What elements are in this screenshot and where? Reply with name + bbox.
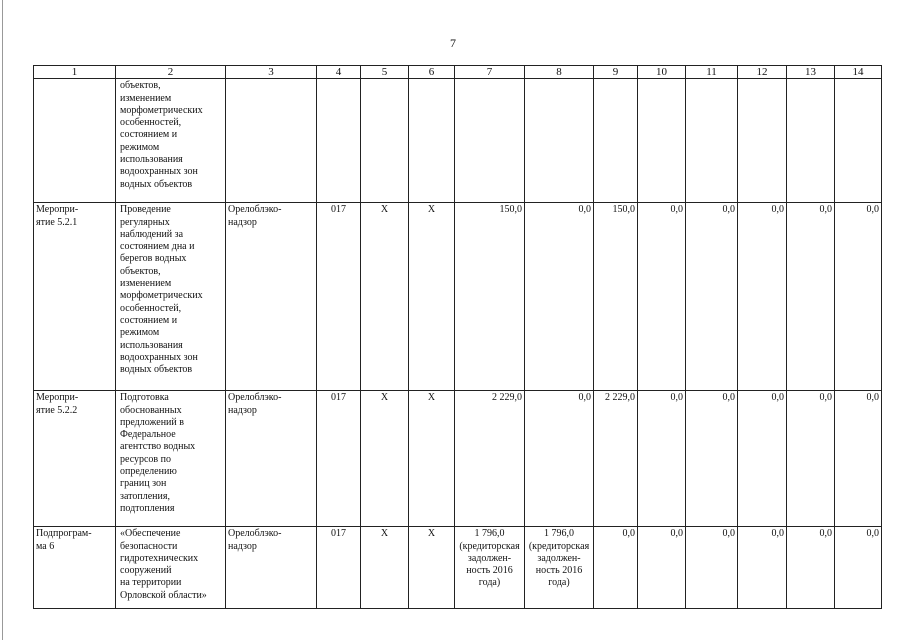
cell-description: объектов, изменением морфометрических особенностей, состоянием и режимом использования водоохранных зон водных объектов xyxy=(116,79,226,203)
cell-col11: 0,0 xyxy=(686,203,738,391)
column-header: 10 xyxy=(638,66,686,79)
cell-col12: 0,0 xyxy=(738,391,787,527)
budget-table xyxy=(33,65,882,609)
cell-col11: 0,0 xyxy=(686,527,738,609)
table-row xyxy=(34,391,882,527)
cell-description: Подготовка обоснованных предложений в Федеральное агентство водных ресурсов по определению границ зон затопления, подтопления xyxy=(116,391,226,527)
table-row xyxy=(34,527,882,609)
cell-col14: 0,0 xyxy=(835,527,882,609)
column-header: 5 xyxy=(361,66,409,79)
column-header: 7 xyxy=(455,66,525,79)
cell-col6 xyxy=(409,79,455,203)
cell-description: Проведение регулярных наблюдений за состоянием дна и берегов водных объектов, изменением морфометрических особенностей, состоянием и режимом использования водоохранных зон водных объектов xyxy=(116,203,226,391)
cell-col10: 0,0 xyxy=(638,527,686,609)
cell-col13: 0,0 xyxy=(787,203,835,391)
cell-col12 xyxy=(738,79,787,203)
cell-executor: Орелоблэко- надзор xyxy=(226,391,317,527)
cell-name: Меропри- ятие 5.2.1 xyxy=(34,203,116,391)
column-header: 13 xyxy=(787,66,835,79)
cell-col5: Х xyxy=(361,391,409,527)
column-header: 14 xyxy=(835,66,882,79)
cell-col5: Х xyxy=(361,203,409,391)
cell-col7: 150,0 xyxy=(455,203,525,391)
cell-col12: 0,0 xyxy=(738,527,787,609)
cell-executor: Орелоблэко- надзор xyxy=(226,527,317,609)
cell-col9: 2 229,0 xyxy=(594,391,638,527)
column-header: 8 xyxy=(525,66,594,79)
cell-executor: Орелоблэко- надзор xyxy=(226,203,317,391)
page-number: 7 xyxy=(450,36,456,50)
cell-col10: 0,0 xyxy=(638,391,686,527)
cell-col14: 0,0 xyxy=(835,203,882,391)
cell-col9: 150,0 xyxy=(594,203,638,391)
cell-name xyxy=(34,79,116,203)
cell-col6: Х xyxy=(409,527,455,609)
cell-code: 017 xyxy=(317,391,361,527)
column-header: 2 xyxy=(116,66,226,79)
cell-col7: 1 796,0 (кредиторская задолжен- ность 2016 года) xyxy=(455,527,525,609)
cell-col11: 0,0 xyxy=(686,391,738,527)
column-header: 6 xyxy=(409,66,455,79)
cell-col10 xyxy=(638,79,686,203)
column-header: 11 xyxy=(686,66,738,79)
cell-col9 xyxy=(594,79,638,203)
cell-col14 xyxy=(835,79,882,203)
cell-col12: 0,0 xyxy=(738,203,787,391)
cell-col5: Х xyxy=(361,527,409,609)
cell-executor xyxy=(226,79,317,203)
cell-col8: 0,0 xyxy=(525,203,594,391)
table-row xyxy=(34,203,882,391)
table-row xyxy=(34,79,882,203)
cell-col6: Х xyxy=(409,391,455,527)
cell-code: 017 xyxy=(317,527,361,609)
cell-col8: 0,0 xyxy=(525,391,594,527)
cell-col13: 0,0 xyxy=(787,527,835,609)
column-header: 4 xyxy=(317,66,361,79)
column-header: 1 xyxy=(34,66,116,79)
column-header: 12 xyxy=(738,66,787,79)
cell-col10: 0,0 xyxy=(638,203,686,391)
cell-col13 xyxy=(787,79,835,203)
page-edge-line xyxy=(2,0,3,640)
cell-col7 xyxy=(455,79,525,203)
cell-name: Подпрограм- ма 6 xyxy=(34,527,116,609)
table-header-row xyxy=(34,66,882,79)
cell-description: «Обеспечение безопасности гидротехнических сооружений на территории Орловской области» xyxy=(116,527,226,609)
cell-col9: 0,0 xyxy=(594,527,638,609)
cell-col8: 1 796,0 (кредиторская задолжен- ность 2016 года) xyxy=(525,527,594,609)
cell-col6: Х xyxy=(409,203,455,391)
column-header: 3 xyxy=(226,66,317,79)
cell-name: Меропри- ятие 5.2.2 xyxy=(34,391,116,527)
column-header: 9 xyxy=(594,66,638,79)
cell-col7: 2 229,0 xyxy=(455,391,525,527)
cell-code: 017 xyxy=(317,203,361,391)
cell-col14: 0,0 xyxy=(835,391,882,527)
cell-code xyxy=(317,79,361,203)
cell-col13: 0,0 xyxy=(787,391,835,527)
cell-col5 xyxy=(361,79,409,203)
cell-col11 xyxy=(686,79,738,203)
cell-col8 xyxy=(525,79,594,203)
